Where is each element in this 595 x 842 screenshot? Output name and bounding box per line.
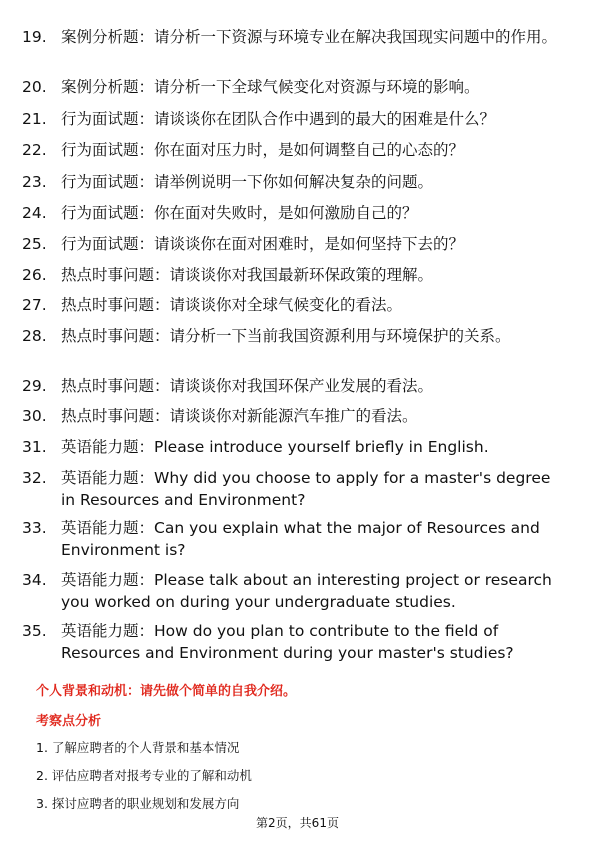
question-text: 行为面试题：请谈谈你在团队合作中遇到的最大的困难是什么？ bbox=[61, 110, 496, 128]
question-text: 英语能力题：How do you plan to contribute to the field of Resources and Environment during your master's studies? bbox=[61, 622, 514, 662]
question-number: 32. bbox=[22, 469, 47, 487]
question-number: 28. bbox=[22, 327, 47, 345]
question-number: 29. bbox=[22, 377, 47, 395]
question-text: 英语能力题：Please introduce yourself briefly in English. bbox=[61, 438, 489, 456]
question-number: 35. bbox=[22, 622, 47, 640]
question-item bbox=[22, 405, 567, 427]
question-item bbox=[22, 517, 567, 561]
question-number: 24. bbox=[22, 204, 47, 222]
question-text: 热点时事问题：请谈谈你对我国最新环保政策的理解。 bbox=[61, 266, 434, 284]
question-item bbox=[22, 569, 567, 613]
question-item bbox=[22, 264, 567, 286]
analysis-point: 1. 了解应聘者的个人背景和基本情况 bbox=[36, 740, 240, 755]
question-item bbox=[22, 202, 567, 224]
question-number: 25. bbox=[22, 235, 47, 253]
question-item bbox=[22, 467, 567, 511]
question-number: 34. bbox=[22, 571, 47, 589]
analysis-point: 3. 探讨应聘者的职业规划和发展方向 bbox=[36, 796, 240, 811]
question-text: 案例分析题：请分析一下全球气候变化对资源与环境的影响。 bbox=[61, 78, 480, 96]
question-text: 行为面试题：请举例说明一下你如何解决复杂的问题。 bbox=[61, 173, 434, 191]
question-text: 英语能力题：Can you explain what the major of Resources and Environment is? bbox=[61, 519, 540, 559]
question-number: 22. bbox=[22, 141, 47, 159]
question-text: 行为面试题：请谈谈你在面对困难时，是如何坚持下去的？ bbox=[61, 235, 465, 253]
question-number: 21. bbox=[22, 110, 47, 128]
question-number: 30. bbox=[22, 407, 47, 425]
question-item bbox=[22, 76, 567, 98]
question-item bbox=[22, 325, 567, 347]
question-number: 20. bbox=[22, 78, 47, 96]
section-heading: 个人背景和动机：请先做个简单的自我介绍。 bbox=[36, 684, 297, 699]
question-number: 31. bbox=[22, 438, 47, 456]
question-text: 热点时事问题：请谈谈你对全球气候变化的看法。 bbox=[61, 296, 403, 314]
question-number: 27. bbox=[22, 296, 47, 314]
question-text: 热点时事问题：请谈谈你对新能源汽车推广的看法。 bbox=[61, 407, 418, 425]
question-item bbox=[22, 171, 567, 193]
question-number: 33. bbox=[22, 519, 47, 537]
question-text: 英语能力题：Please talk about an interesting project or research you worked on during your undergraduate studies. bbox=[61, 571, 552, 611]
question-text: 案例分析题：请分析一下资源与环境专业在解决我国现实问题中的作用。 bbox=[61, 28, 558, 46]
question-number: 19. bbox=[22, 28, 47, 46]
analysis-subheading: 考察点分析 bbox=[36, 714, 102, 729]
question-text: 热点时事问题：请分析一下当前我国资源利用与环境保护的关系。 bbox=[61, 327, 511, 345]
question-item bbox=[22, 108, 567, 130]
question-number: 23. bbox=[22, 173, 47, 191]
page-footer: 第2页，共61页 bbox=[256, 816, 339, 830]
question-text: 热点时事问题：请谈谈你对我国环保产业发展的看法。 bbox=[61, 377, 434, 395]
question-item bbox=[22, 375, 567, 397]
question-text: 英语能力题：Why did you choose to apply for a master's degree in Resources and Environment? bbox=[61, 469, 551, 509]
question-number: 26. bbox=[22, 266, 47, 284]
question-item bbox=[22, 233, 567, 255]
question-item bbox=[22, 620, 567, 664]
analysis-point: 2. 评估应聘者对报考专业的了解和动机 bbox=[36, 768, 252, 783]
question-item bbox=[22, 26, 567, 48]
question-item bbox=[22, 139, 567, 161]
question-item bbox=[22, 294, 567, 316]
question-item bbox=[22, 436, 567, 458]
question-text: 行为面试题：你在面对失败时，是如何激励自己的？ bbox=[61, 204, 418, 222]
question-text: 行为面试题：你在面对压力时，是如何调整自己的心态的？ bbox=[61, 141, 465, 159]
